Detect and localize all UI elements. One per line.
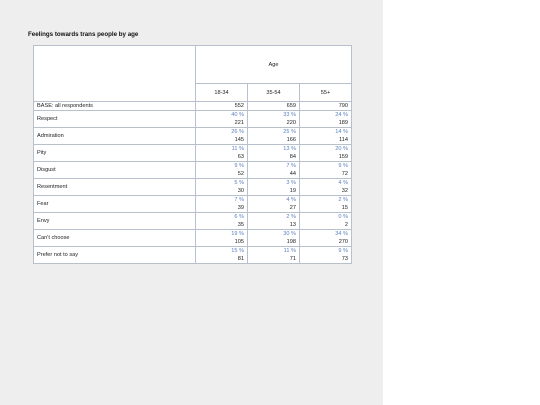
percent-cell: 34 % xyxy=(300,230,352,239)
count-cell: 221 xyxy=(196,119,248,128)
percent-cell: 9 % xyxy=(196,162,248,171)
count-cell: 84 xyxy=(248,153,300,162)
count-cell: 15 xyxy=(300,204,352,213)
row-label: Pity xyxy=(34,145,196,162)
count-cell: 2 xyxy=(300,221,352,230)
count-cell: 166 xyxy=(248,136,300,145)
table-row xyxy=(34,111,352,120)
percent-cell: 30 % xyxy=(248,230,300,239)
count-cell: 27 xyxy=(248,204,300,213)
percent-cell: 19 % xyxy=(196,230,248,239)
count-cell: 145 xyxy=(196,136,248,145)
base-value: 659 xyxy=(248,102,300,111)
percent-cell: 5 % xyxy=(196,179,248,188)
percent-cell: 6 % xyxy=(196,213,248,222)
table-row xyxy=(34,179,352,188)
percent-cell: 24 % xyxy=(300,111,352,120)
count-cell: 63 xyxy=(196,153,248,162)
table-row xyxy=(34,230,352,239)
header-group-row xyxy=(34,46,352,84)
row-label: Fear xyxy=(34,196,196,213)
percent-cell: 9 % xyxy=(300,247,352,256)
base-label: BASE: all respondents xyxy=(34,102,196,111)
percent-cell: 40 % xyxy=(196,111,248,120)
count-cell: 32 xyxy=(300,187,352,196)
table-row xyxy=(34,162,352,171)
count-cell: 39 xyxy=(196,204,248,213)
table-row xyxy=(34,213,352,222)
percent-cell: 25 % xyxy=(248,128,300,137)
count-cell: 72 xyxy=(300,170,352,179)
crosstab-body xyxy=(34,46,352,264)
count-cell: 81 xyxy=(196,255,248,264)
base-value: 552 xyxy=(196,102,248,111)
row-label: Envy xyxy=(34,213,196,230)
percent-cell: 33 % xyxy=(248,111,300,120)
percent-cell: 3 % xyxy=(248,179,300,188)
base-row xyxy=(34,102,352,111)
percent-cell: 11 % xyxy=(196,145,248,154)
percent-cell: 7 % xyxy=(248,162,300,171)
count-cell: 105 xyxy=(196,238,248,247)
percent-cell: 4 % xyxy=(300,179,352,188)
column-header-18-34: 18-34 xyxy=(196,84,248,102)
count-cell: 52 xyxy=(196,170,248,179)
age-group-header: Age xyxy=(196,46,352,84)
count-cell: 73 xyxy=(300,255,352,264)
count-cell: 114 xyxy=(300,136,352,145)
count-cell: 198 xyxy=(248,238,300,247)
percent-cell: 20 % xyxy=(300,145,352,154)
crosstab-table xyxy=(33,45,352,264)
row-label: Prefer not to say xyxy=(34,247,196,264)
percent-cell: 13 % xyxy=(248,145,300,154)
count-cell: 30 xyxy=(196,187,248,196)
percent-cell: 26 % xyxy=(196,128,248,137)
percent-cell: 11 % xyxy=(248,247,300,256)
table-row xyxy=(34,247,352,256)
table-row xyxy=(34,128,352,137)
percent-cell: 4 % xyxy=(248,196,300,205)
base-value: 790 xyxy=(300,102,352,111)
count-cell: 19 xyxy=(248,187,300,196)
percent-cell: 2 % xyxy=(248,213,300,222)
count-cell: 71 xyxy=(248,255,300,264)
percent-cell: 9 % xyxy=(300,162,352,171)
count-cell: 159 xyxy=(300,153,352,162)
percent-cell: 7 % xyxy=(196,196,248,205)
percent-cell: 14 % xyxy=(300,128,352,137)
table-row xyxy=(34,145,352,154)
count-cell: 13 xyxy=(248,221,300,230)
percent-cell: 0 % xyxy=(300,213,352,222)
count-cell: 270 xyxy=(300,238,352,247)
column-header-35-54: 35-54 xyxy=(248,84,300,102)
row-label: Admiration xyxy=(34,128,196,145)
row-label: Disgust xyxy=(34,162,196,179)
count-cell: 44 xyxy=(248,170,300,179)
percent-cell: 2 % xyxy=(300,196,352,205)
count-cell: 35 xyxy=(196,221,248,230)
row-label: Resentment xyxy=(34,179,196,196)
table-title: Feelings towards trans people by age xyxy=(28,31,139,38)
count-cell: 220 xyxy=(248,119,300,128)
column-header-55-plus: 55+ xyxy=(300,84,352,102)
header-corner-cell xyxy=(34,46,196,102)
percent-cell: 15 % xyxy=(196,247,248,256)
count-cell: 189 xyxy=(300,119,352,128)
table-row xyxy=(34,196,352,205)
row-label: Respect xyxy=(34,111,196,128)
row-label: Can't choose xyxy=(34,230,196,247)
